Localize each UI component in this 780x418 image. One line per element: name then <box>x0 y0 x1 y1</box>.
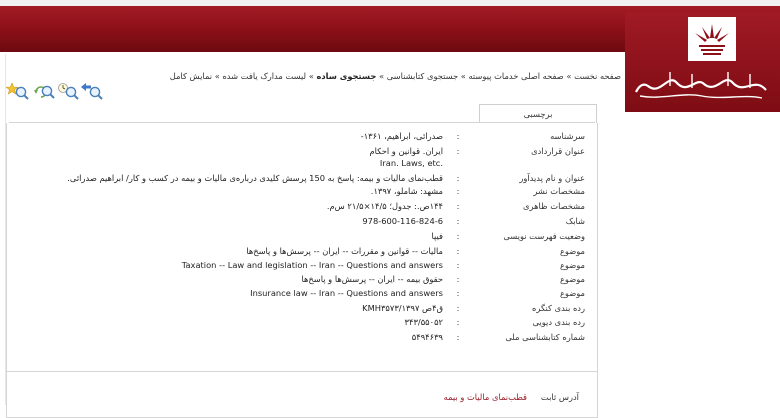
toolbar <box>6 82 101 104</box>
history-search-icon[interactable] <box>56 82 80 100</box>
record-row <box>7 216 597 230</box>
breadcrumb-separator: » <box>566 71 572 81</box>
record-row <box>7 186 597 200</box>
record-field-colon: : <box>456 317 460 327</box>
record-field-label: رده بندی کنگره <box>532 303 585 313</box>
record-field-label: عنوان و نام پدیدآور <box>519 173 585 183</box>
record-row <box>7 201 597 215</box>
record-field-colon: : <box>456 246 460 256</box>
record-field-colon: : <box>456 260 460 270</box>
library-calligraphy-logo <box>632 66 772 108</box>
record-field-label: رده بندی دیویی <box>532 317 585 327</box>
record-field-colon: : <box>456 173 460 183</box>
record-field-colon: : <box>456 288 460 298</box>
permanent-address-link[interactable]: قطب‌نمای مالیات و بیمه <box>443 392 527 402</box>
record-row <box>7 274 597 288</box>
record-field-value: صدرائی، ابراهیم، ۱۳۶۱- <box>360 131 443 141</box>
record-field-colon: : <box>456 201 460 211</box>
record-field-value: فیپا <box>431 231 443 241</box>
record-row <box>7 246 597 260</box>
record-field-value: ۳۴۳/۵۵۰۵۲ <box>404 317 443 327</box>
record-field-value: KMH۳۵۷۳/ق۴ص ۱۳۹۷ <box>362 303 443 313</box>
record-field-colon: : <box>456 332 460 342</box>
record-field-value: ۱۴۴ص.: جدول؛ ۱۴/۵×۲۱/۵ س‌م. <box>326 201 443 211</box>
breadcrumb-separator: » <box>308 71 314 81</box>
breadcrumb <box>101 71 621 81</box>
favorite-search-icon[interactable] <box>6 82 30 100</box>
record-row <box>7 173 597 187</box>
record-field-label: عنوان قراردادی <box>531 146 585 156</box>
permanent-address-label: آدرس ثابت <box>540 392 579 402</box>
breadcrumb-services[interactable]: صفحه اصلی خدمات پیوسته <box>468 71 564 81</box>
breadcrumb-home[interactable]: صفحه نخست <box>574 71 621 81</box>
record-field-colon: : <box>456 146 460 156</box>
breadcrumb-bibliographic-search[interactable]: جستجوی کتابشناسی <box>386 71 459 81</box>
record-field-label: مشخصات ظاهری <box>523 201 585 211</box>
record-field-value: Taxation -- Law and legislation -- Iran -- Questions and answers <box>181 260 443 270</box>
record-field-label: موضوع <box>559 260 585 270</box>
breadcrumb-separator: » <box>214 71 220 81</box>
main-panel <box>5 54 621 405</box>
record-row <box>7 158 597 172</box>
record-field-label: موضوع <box>559 274 585 284</box>
record-field-value: مشهد: شاملو، ۱۳۹۷. <box>370 186 443 196</box>
record-field-colon: : <box>456 303 460 313</box>
record-field-colon: : <box>456 274 460 284</box>
record-row <box>7 317 597 331</box>
record-field-label: شابک <box>565 216 585 226</box>
record-field-value: حقوق بیمه -- ایران -- پرسش‌ها و پاسخ‌ها <box>301 274 443 284</box>
breadcrumb-separator: » <box>379 71 385 81</box>
record-field-value: Iran. Laws, etc. <box>379 158 443 168</box>
breadcrumb-separator: » <box>460 71 466 81</box>
breadcrumb-full-display: نمایش کامل <box>169 71 213 81</box>
record-field-value: قطب‌نمای مالیات و بیمه: پاسخ به 150 پرسش کلیدی درباره‌ی مالیات و بیمه در کسب و کار/ ابراهیم صدرائی. <box>67 173 443 183</box>
record-row <box>7 131 597 145</box>
record-row <box>7 260 597 274</box>
record-field-colon: : <box>456 131 460 141</box>
permanent-address-box <box>6 371 598 406</box>
record-field-value: 978-600-116-824-6 <box>362 216 443 226</box>
record-row <box>7 332 597 346</box>
breadcrumb-results-list[interactable]: لیست مدارک یافت شده <box>222 71 307 81</box>
record-field-label: موضوع <box>559 246 585 256</box>
record-field-label: موضوع <box>559 288 585 298</box>
record-field-colon: : <box>456 216 460 226</box>
record-field-label: مشخصات نشر <box>533 186 585 196</box>
record-field-colon: : <box>456 231 460 241</box>
record-field-value: ۵۴۹۴۶۳۹ <box>411 332 443 342</box>
back-search-icon[interactable] <box>80 82 104 100</box>
record-field-label: سرشناسه <box>550 131 585 141</box>
record-field-label: شماره کتابشناسی ملی <box>505 332 585 342</box>
record-field-value: مالیات -- قوانین و مقررات -- ایران -- پرسش‌ها و پاسخ‌ها <box>246 246 443 256</box>
record-row <box>7 303 597 317</box>
record-field-value: Insurance law -- Iran -- Questions and answers <box>250 288 443 298</box>
right-sidebar <box>625 0 780 405</box>
record-field-colon: : <box>456 186 460 196</box>
refresh-search-icon[interactable] <box>32 82 56 100</box>
record-row <box>7 288 597 302</box>
tab-labeled-view[interactable]: برچسبی <box>479 104 597 123</box>
record-field-value: ایران. قوانین و احکام <box>369 146 443 156</box>
record-field-label: وضعیت فهرست نویسی <box>503 231 585 241</box>
library-logo-icon[interactable] <box>688 17 736 61</box>
record-row <box>7 231 597 245</box>
breadcrumb-simple-search[interactable]: جستجوی ساده <box>316 71 377 81</box>
